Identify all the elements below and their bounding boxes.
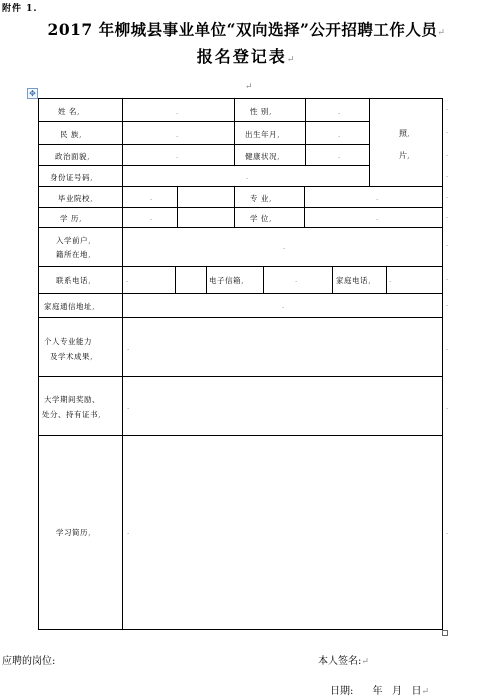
ability-label-line1: 个人专业能力: [44, 337, 92, 346]
row-end-mark: .: [446, 212, 449, 220]
home-phone-field[interactable]: .: [389, 276, 392, 284]
signature-label: 本人签名:↵: [318, 656, 369, 667]
table-resize-handle-icon[interactable]: [442, 630, 448, 636]
ability-label-line2: 及学术成果,: [50, 352, 94, 362]
gender-field[interactable]: .: [338, 108, 341, 116]
id-number-label: 身份证号码,: [50, 173, 94, 183]
paragraph-mark: ↵: [245, 82, 253, 92]
form-title: 2017 年柳城县事业单位“双向选择”公开招聘工作人员↵: [47, 20, 446, 39]
gender-label: 性 别,: [250, 107, 273, 117]
phone-label: 联系电话,: [56, 276, 92, 286]
row-end-mark: .: [446, 240, 449, 248]
awards-field[interactable]: .: [127, 403, 130, 411]
major-field[interactable]: .: [376, 194, 379, 202]
school-field[interactable]: .: [150, 194, 153, 202]
row-end-mark: .: [446, 127, 449, 135]
ability-field[interactable]: .: [127, 344, 130, 352]
degree-label: 学 位,: [250, 214, 273, 224]
email-field[interactable]: .: [295, 276, 298, 284]
education-field[interactable]: .: [150, 214, 153, 222]
degree-field[interactable]: .: [376, 214, 379, 222]
address-label: 家庭通信地址,: [44, 302, 96, 312]
row-end-mark: .: [446, 274, 449, 282]
address-field[interactable]: .: [282, 302, 285, 310]
resume-label: 学习简历,: [56, 528, 92, 538]
school-label: 毕业院校,: [58, 194, 94, 204]
row-end-mark: .: [446, 171, 449, 179]
row-end-mark: .: [446, 344, 449, 352]
id-number-field[interactable]: .: [246, 173, 249, 181]
date-line: 日期: 年 月 日↵: [330, 686, 430, 697]
row-end-mark: .: [446, 104, 449, 112]
row-end-mark: .: [446, 300, 449, 308]
political-label: 政治面貌,: [55, 152, 91, 162]
email-label: 电子信箱,: [209, 276, 245, 286]
table-move-handle-icon[interactable]: ✥: [27, 88, 38, 99]
health-label: 健康状况,: [245, 152, 281, 162]
origin-field[interactable]: .: [283, 243, 286, 251]
home-phone-label: 家庭电话,: [336, 276, 372, 286]
awards-label-line2: 处分、持有证书,: [42, 410, 102, 420]
origin-label-line1: 入学前户,: [56, 236, 92, 246]
photo-label-bottom: 片,: [399, 151, 410, 161]
origin-label-line2: 籍所在地,: [56, 250, 92, 260]
row-end-mark: .: [446, 403, 449, 411]
awards-label-line1: 大学期间奖励、: [44, 395, 100, 404]
name-label: 姓 名,: [58, 107, 81, 117]
phone-field[interactable]: .: [126, 276, 129, 284]
political-field[interactable]: .: [176, 152, 179, 160]
form-subtitle: 报名登记表↵: [196, 47, 297, 66]
attachment-label: 附件 1.: [2, 4, 38, 14]
row-end-mark: .: [446, 528, 449, 536]
ethnicity-field[interactable]: .: [176, 131, 179, 139]
row-end-mark: .: [446, 150, 449, 158]
education-label: 学 历,: [60, 214, 83, 224]
name-field[interactable]: .: [176, 108, 179, 116]
health-field[interactable]: .: [338, 152, 341, 160]
resume-field[interactable]: .: [127, 528, 130, 536]
major-label: 专 业,: [250, 194, 273, 204]
ethnicity-label: 民 族,: [60, 130, 83, 140]
photo-label-top: 照,: [399, 129, 410, 139]
birth-field[interactable]: .: [338, 131, 341, 139]
row-end-mark: .: [446, 192, 449, 200]
applied-position-label: 应聘的岗位:: [2, 656, 56, 667]
birth-label: 出生年月,: [245, 130, 281, 140]
